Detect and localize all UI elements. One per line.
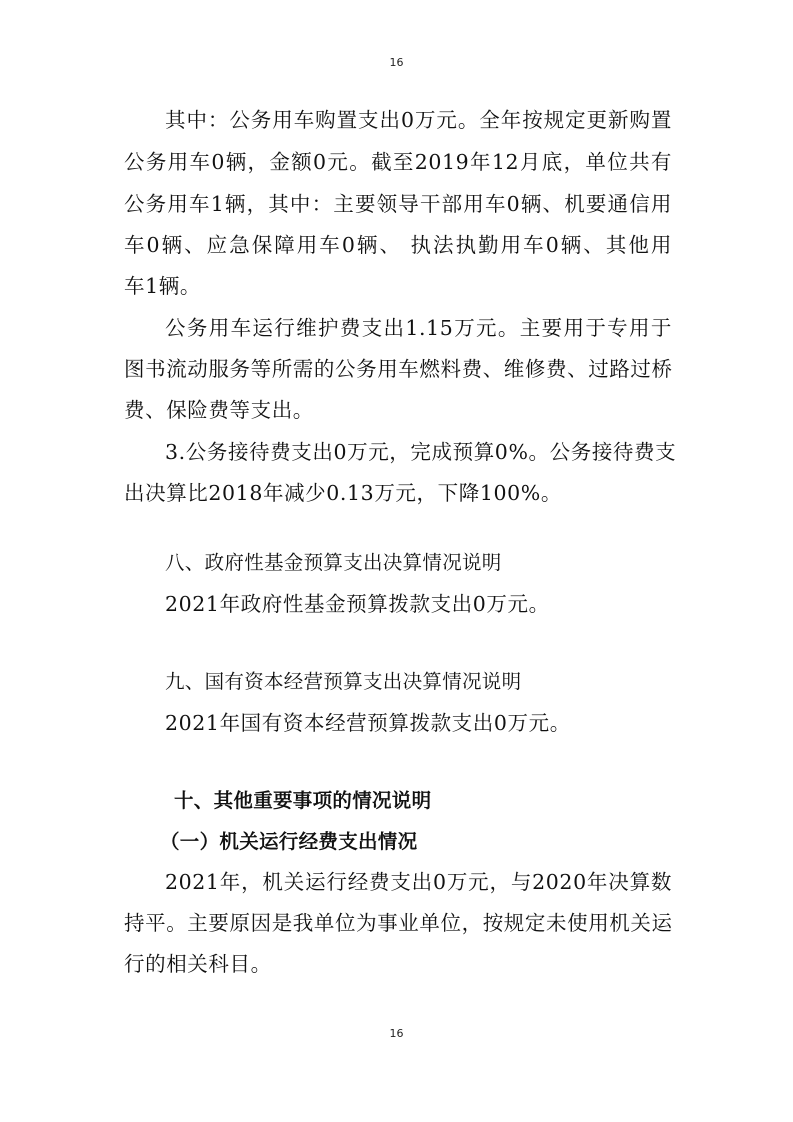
paragraph-line: 3.公务接待费支出0万元，完成预算0%。公务接待费支 [165, 440, 677, 464]
paragraph-line: 图书流动服务等所需的公务用车燃料费、维修费、过路过桥 [124, 357, 673, 381]
paragraph-line: 其中：公务用车购置支出0万元。全年按规定更新购置 [165, 108, 672, 132]
page-number-bottom: 16 [389, 1027, 404, 1040]
section-9-text: 2021年国有资本经营预算拨款支出0万元。 [165, 711, 571, 735]
paragraph-line: 费、保险费等支出。 [124, 398, 314, 422]
paragraph-line: 出决算比2018年减少0.13万元，下降100%。 [124, 481, 562, 505]
subsection-heading-10-1: （一）机关运行经费支出情况 [160, 830, 418, 853]
paragraph-line: 公务用车运行维护费支出1.15万元。主要用于专用于 [165, 316, 672, 340]
page-number-top: 16 [389, 56, 404, 69]
paragraph-line: 行的相关科目。 [124, 952, 272, 976]
paragraph-line: 公务用车1辆，其中：主要领导干部用车0辆、机要通信用 [124, 192, 672, 216]
paragraph-line: 车0辆、应急保障用车0辆、 执法执勤用车0辆、其他用 [124, 233, 672, 257]
section-8-text: 2021年政府性基金预算拨款支出0万元。 [165, 592, 550, 616]
paragraph-line: 持平。主要原因是我单位为事业单位，按规定未使用机关运 [124, 911, 673, 935]
paragraph-line: 公务用车0辆，金额0元。截至2019年12月底，单位共有 [124, 150, 672, 174]
paragraph-line: 车1辆。 [124, 274, 201, 298]
section-heading-10: 十、其他重要事项的情况说明 [174, 789, 432, 812]
section-heading-9: 九、国有资本经营预算支出决算情况说明 [165, 670, 522, 693]
section-heading-8: 八、政府性基金预算支出决算情况说明 [165, 551, 502, 574]
paragraph-line: 2021年，机关运行经费支出0万元，与2020年决算数 [165, 870, 672, 894]
